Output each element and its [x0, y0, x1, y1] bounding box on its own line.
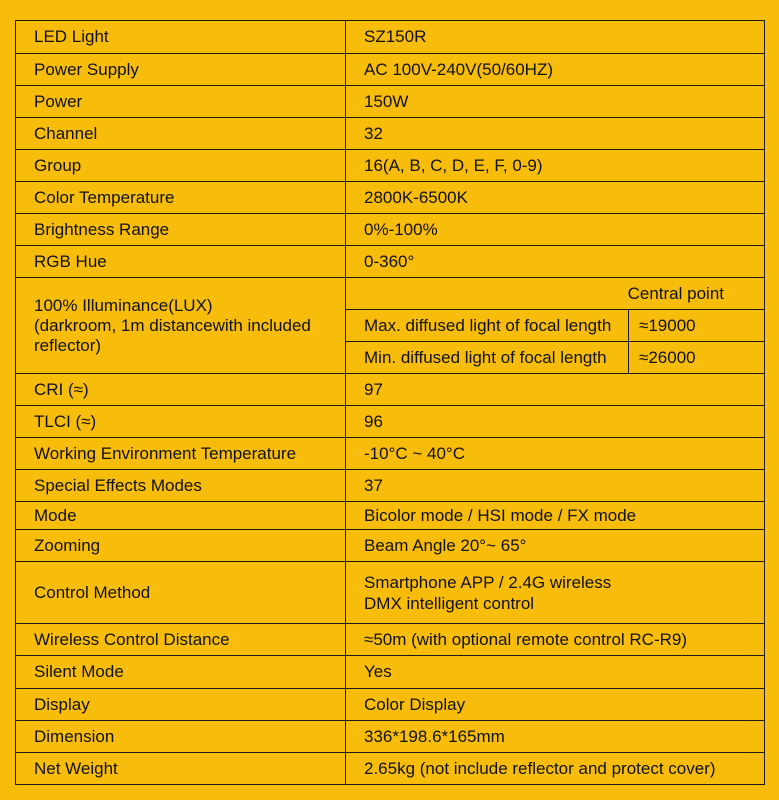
spec-label: Dimension — [16, 721, 346, 753]
spec-row-rgb-hue — [16, 246, 765, 278]
spec-row-power — [16, 86, 765, 118]
spec-label: LED Light — [16, 21, 346, 54]
spec-label: Channel — [16, 118, 346, 150]
spec-value: Color Display — [346, 689, 765, 721]
spec-label: Mode — [16, 502, 346, 530]
central-point-header: Central point — [346, 278, 765, 310]
spec-label: Color Temperature — [16, 182, 346, 214]
spec-value: AC 100V-240V(50/60HZ) — [346, 54, 765, 86]
spec-row-color-temperature — [16, 182, 765, 214]
spec-value: 16(A, B, C, D, E, F, 0-9) — [346, 150, 765, 182]
spec-value: Beam Angle 20°~ 65° — [346, 530, 765, 562]
spec-label: RGB Hue — [16, 246, 346, 278]
spec-value: -10°C ~ 40°C — [346, 438, 765, 470]
illuminance-label-cell — [16, 278, 346, 374]
spec-value: 0%-100% — [346, 214, 765, 246]
spec-label: Group — [16, 150, 346, 182]
spec-row-working-temperature — [16, 438, 765, 470]
min-diffused-label: Min. diffused light of focal length — [346, 342, 629, 374]
spec-label: Power — [16, 86, 346, 118]
spec-label: Special Effects Modes — [16, 470, 346, 502]
spec-label: CRI (≈) — [16, 374, 346, 406]
spec-table — [15, 20, 765, 785]
min-diffused-value: ≈26000 — [629, 342, 765, 374]
control-method-value — [346, 562, 765, 624]
spec-label: Working Environment Temperature — [16, 438, 346, 470]
spec-label: Wireless Control Distance — [16, 624, 346, 656]
spec-value: 32 — [346, 118, 765, 150]
spec-label: TLCI (≈) — [16, 406, 346, 438]
spec-label: Display — [16, 689, 346, 721]
control-method-line-1: Smartphone APP / 2.4G wireless — [364, 572, 612, 592]
spec-row-control-method — [16, 562, 765, 624]
spec-row-net-weight — [16, 753, 765, 785]
max-diffused-value: ≈19000 — [629, 310, 765, 342]
spec-row-brightness-range — [16, 214, 765, 246]
spec-row-zooming — [16, 530, 765, 562]
spec-value: Bicolor mode / HSI mode / FX mode — [346, 502, 765, 530]
max-diffused-label: Max. diffused light of focal length — [346, 310, 629, 342]
spec-row-led-light — [16, 21, 765, 54]
spec-value: 336*198.6*165mm — [346, 721, 765, 753]
spec-value: ≈50m (with optional remote control RC-R9) — [346, 624, 765, 656]
spec-label: Control Method — [16, 562, 346, 624]
spec-row-mode — [16, 502, 765, 530]
spec-value: SZ150R — [346, 21, 765, 54]
spec-label: Silent Mode — [16, 656, 346, 689]
spec-row-display — [16, 689, 765, 721]
illuminance-label: 100% Illuminance(LUX) — [34, 295, 213, 315]
spec-row-wireless-distance — [16, 624, 765, 656]
spec-row-group — [16, 150, 765, 182]
spec-value: 97 — [346, 374, 765, 406]
spec-value: Yes — [346, 656, 765, 689]
spec-row-illuminance-header — [16, 278, 765, 310]
spec-value: 0-360° — [346, 246, 765, 278]
spec-row-tlci — [16, 406, 765, 438]
spec-value: 96 — [346, 406, 765, 438]
spec-row-cri — [16, 374, 765, 406]
spec-value: 2800K-6500K — [346, 182, 765, 214]
spec-row-power-supply — [16, 54, 765, 86]
spec-label: Power Supply — [16, 54, 346, 86]
spec-label: Zooming — [16, 530, 346, 562]
spec-row-channel — [16, 118, 765, 150]
control-method-line-2: DMX intelligent control — [364, 593, 535, 613]
spec-value: 150W — [346, 86, 765, 118]
spec-row-silent-mode — [16, 656, 765, 689]
spec-row-special-effects — [16, 470, 765, 502]
spec-label: Net Weight — [16, 753, 346, 785]
illuminance-sublabel: (darkroom, 1m distancewith included reflector) — [34, 315, 311, 355]
spec-value: 37 — [346, 470, 765, 502]
spec-row-dimension — [16, 721, 765, 753]
spec-label: Brightness Range — [16, 214, 346, 246]
spec-value: 2.65kg (not include reflector and protect cover) — [346, 753, 765, 785]
